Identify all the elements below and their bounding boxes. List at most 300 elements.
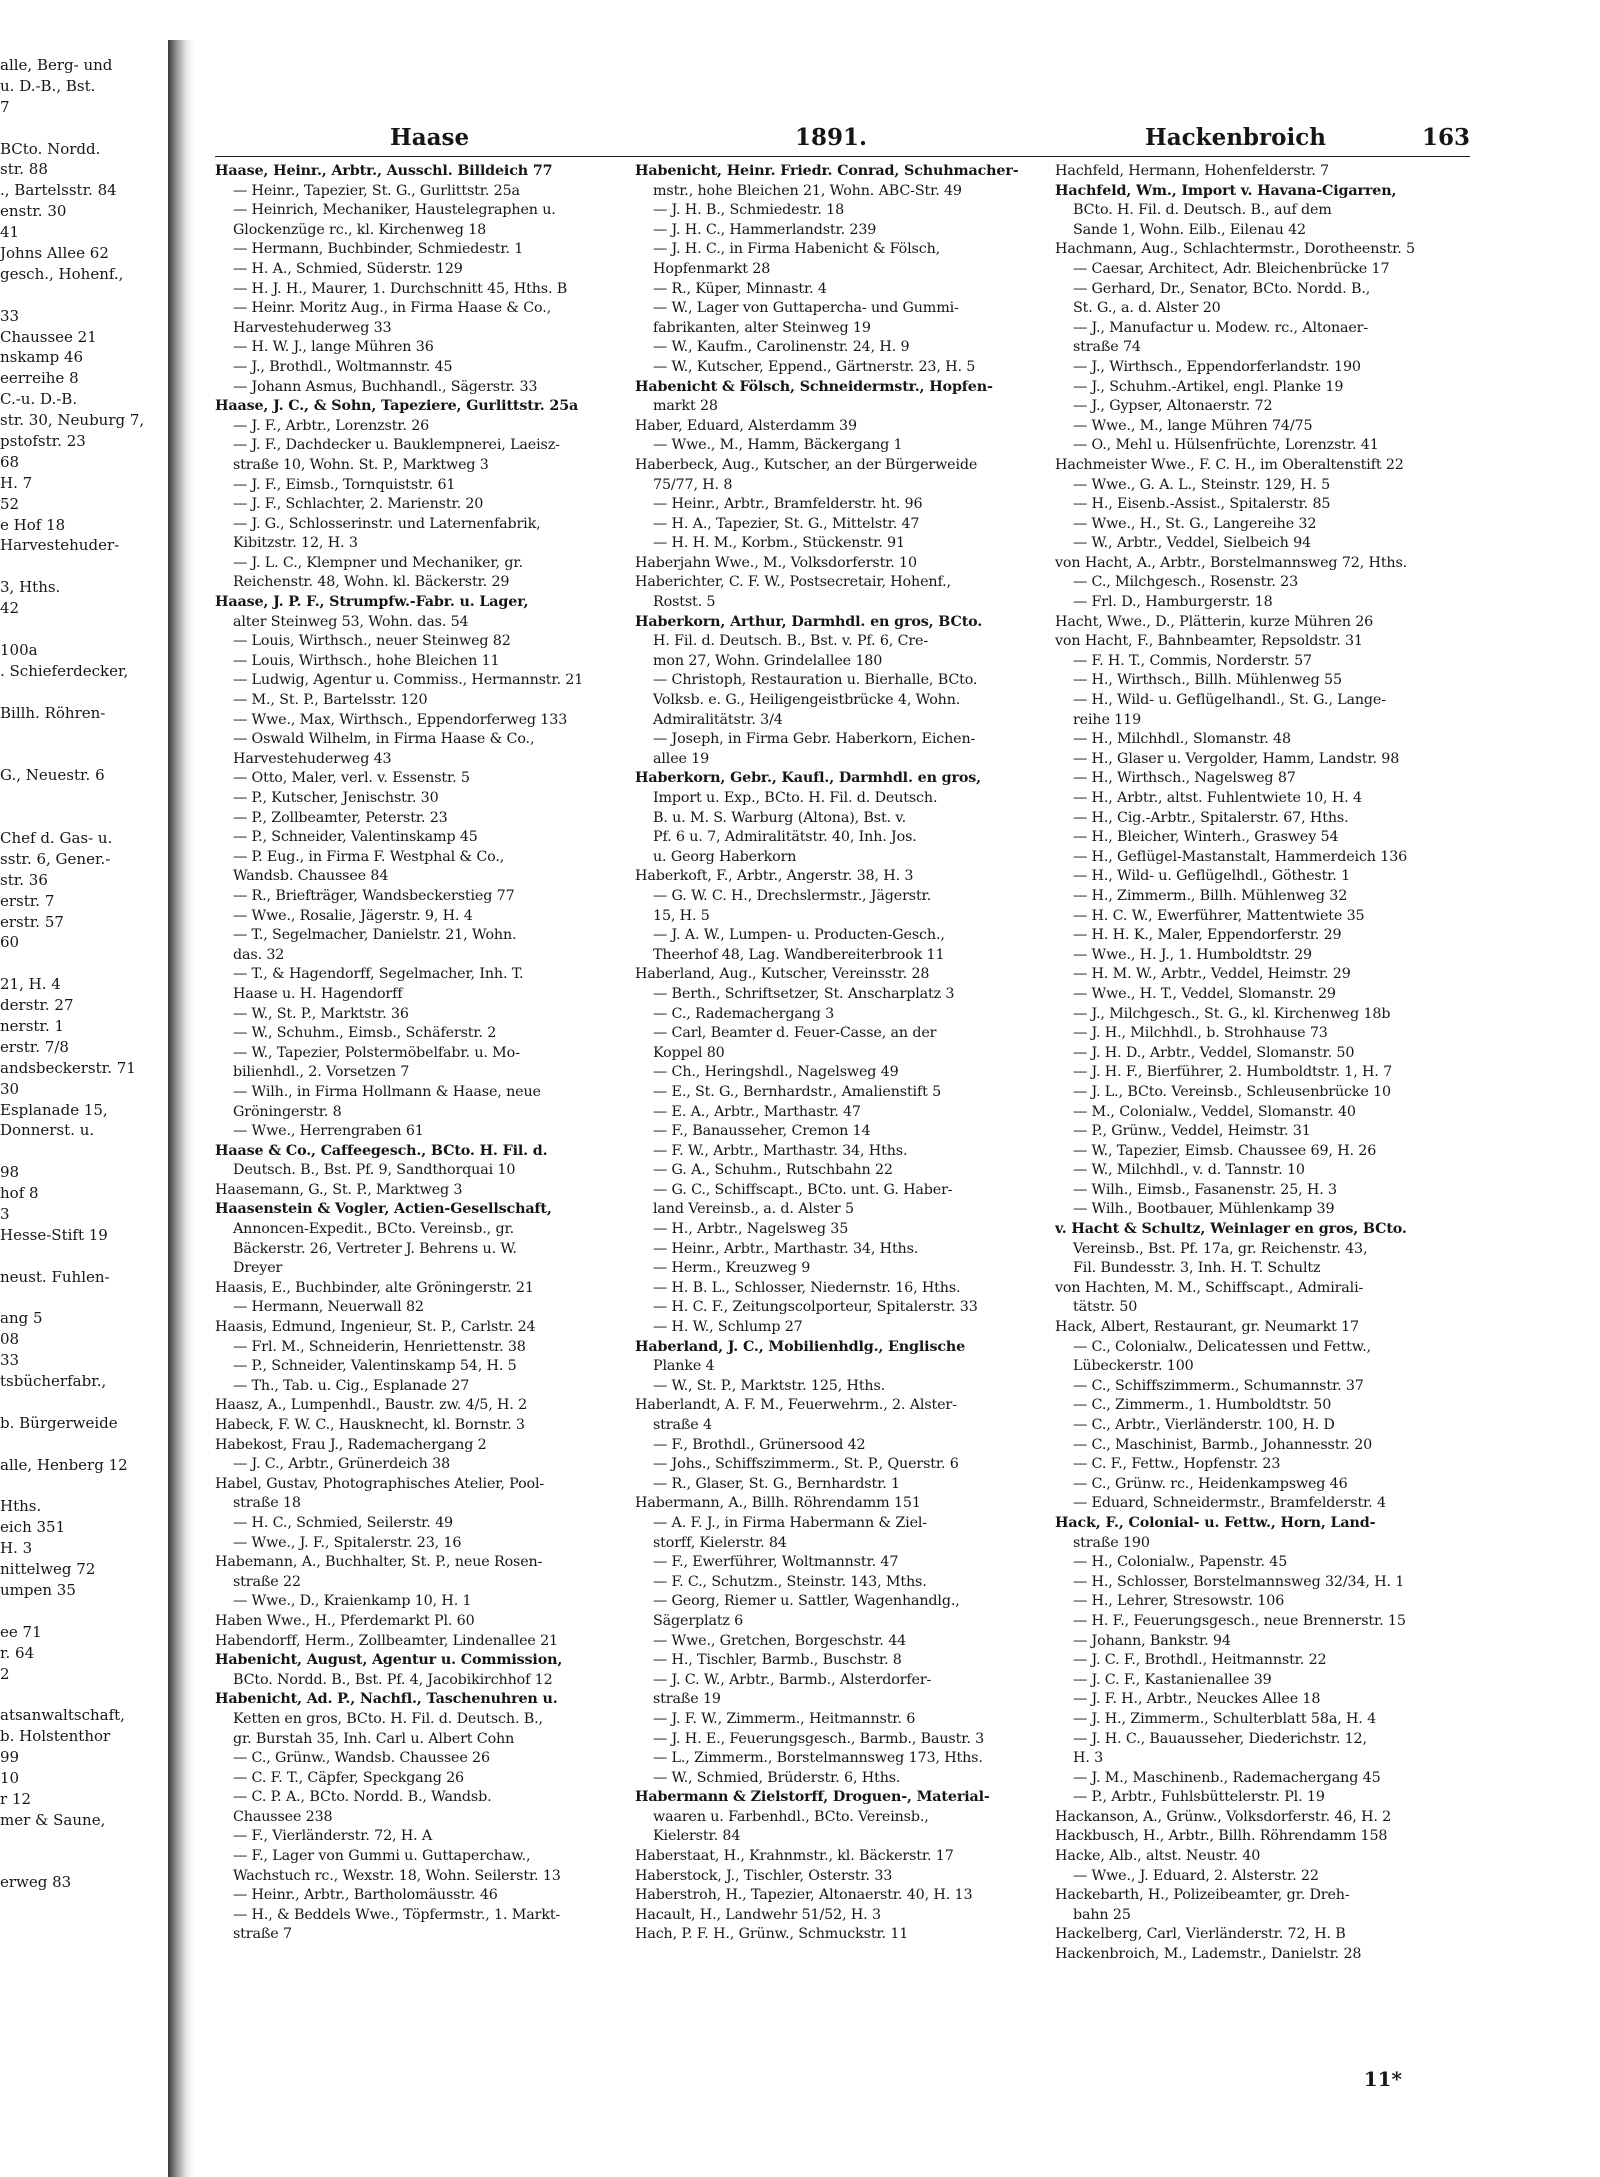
directory-entry: — Heinr., Arbtr., Bartholomäusstr. 46 [233, 1887, 498, 1904]
directory-entry: — Ludwig, Agentur u. Commiss., Hermannstr. 21 [233, 672, 584, 689]
directory-entry: Habeck, F. W. C., Hausknecht, kl. Bornstr. 3 [215, 1417, 525, 1433]
directory-entry: — H. A., Tapezier, St. G., Mittelstr. 47 [653, 515, 920, 532]
left-page-line [0, 389, 168, 410]
left-page-line [0, 201, 168, 222]
directory-entry: — Wwe., D., Kraienkamp 10, H. 1 [233, 1593, 472, 1610]
directory-entry: von Hachten, M. M., Schiffscapt., Admirali- [1055, 1279, 1364, 1296]
left-page-line [0, 703, 168, 724]
left-page-line-text: neust. Fuhlen- [0, 1267, 110, 1286]
directory-entry: — W., Arbtr., Veddel, Sielbeich 94 [1073, 535, 1311, 552]
directory-entry: — Carl, Beamter d. Feuer-Casse, an der [653, 1025, 937, 1042]
left-page-line [0, 682, 168, 703]
directory-entry: — Joseph, in Firma Gebr. Haberkorn, Eichen- [653, 731, 976, 748]
directory-entry: — Louis, Wirthsch., hohe Bleichen 11 [233, 652, 500, 669]
left-page-line-text: 98 [0, 1163, 20, 1182]
left-page-line-text: nittelweg 72 [0, 1560, 96, 1579]
left-page-line [0, 953, 168, 974]
directory-entry: — G. A., Schuhm., Rutschbahn 22 [653, 1162, 893, 1179]
directory-entry: Hacault, H., Landwehr 51/52, H. 3 [635, 1906, 881, 1923]
directory-entry: — H., Glaser u. Vergolder, Hamm, Landstr. 98 [1073, 750, 1400, 767]
directory-entry: — Wwe., Gretchen, Borgeschstr. 44 [653, 1632, 907, 1649]
left-page-line-text: str. 88 [0, 160, 48, 179]
left-page-line-text: 33 [0, 306, 20, 325]
directory-entry: — C. F. T., Cäpfer, Speckgang 26 [233, 1769, 464, 1786]
left-page-line-text: H. 7 [0, 473, 33, 492]
directory-entry: — F., Lager von Gummi u. Guttaperchaw., [233, 1848, 531, 1865]
directory-entry: — H., Geflügel-Mastanstalt, Hammerdeich 136 [1073, 848, 1408, 865]
directory-entry: — H., Lehrer, Stresowstr. 106 [1073, 1593, 1285, 1610]
directory-entry: — H., Wild- u. Geflügelhandl., St. G., Lange- [1073, 692, 1386, 709]
directory-entry: — W., Tapezier, Eimsb. Chaussee 69, H. 26 [1073, 1142, 1377, 1159]
left-page-line-text: b. Bürgerweide [0, 1413, 118, 1432]
left-page-line [0, 1622, 168, 1643]
directory-entry: — J. F. H., Arbtr., Neuckes Allee 18 [1073, 1691, 1321, 1708]
left-page-line [0, 1538, 168, 1559]
directory-entry: — Eduard, Schneidermstr., Bramfelderstr. 4 [1073, 1495, 1386, 1512]
directory-entry: Haasenstein & Vogler, Actien-Gesellschaft, [215, 1201, 552, 1218]
left-page-line-text: str. 36 [0, 870, 48, 889]
directory-entry: — G. C., Schiffscapt., BCto. unt. G. Haber- [653, 1181, 953, 1198]
left-page-line-text: 30 [0, 1079, 20, 1098]
directory-entry: — Heinr. Moritz Aug., in Firma Haase & Co., [233, 300, 552, 317]
directory-entry: mon 27, Wohn. Grindelallee 180 [653, 652, 883, 669]
directory-entry: Habendorff, Herm., Zollbeamter, Lindenallee 21 [215, 1632, 558, 1649]
directory-entry: Hachfeld, Wm., Import v. Havana-Cigarren, [1055, 182, 1397, 199]
left-page-line [0, 1601, 168, 1622]
directory-entry: Habenicht, Heinr. Friedr. Conrad, Schuhmacher- [635, 163, 1019, 179]
directory-entry: Kielerstr. 84 [653, 1828, 741, 1845]
directory-entry: — H. H. K., Maler, Eppendorferstr. 29 [1073, 927, 1342, 944]
directory-entry: Annoncen-Expedit., BCto. Vereinsb., gr. [233, 1221, 514, 1238]
directory-entry: — J. H. E., Feuerungsgesch., Barmb., Baustr. 3 [653, 1730, 985, 1747]
left-page-line-text: Chef d. Gas- u. [0, 828, 113, 847]
directory-entry: — J., Gypser, Altonaerstr. 72 [1073, 398, 1273, 415]
directory-entry: Haase, J. P. F., Strumpfw.-Fabr. u. Lager, [215, 594, 529, 611]
directory-entry: — W., Kutscher, Eppend., Gärtnerstr. 23, H. 5 [653, 358, 976, 375]
left-page-line-text: 68 [0, 452, 20, 471]
directory-entry: — Gerhard, Dr., Senator, BCto. Nordd. B., [1073, 280, 1371, 297]
directory-entry: — H., Arbtr., Nagelsweg 35 [653, 1221, 849, 1238]
directory-entry: Hachfeld, Hermann, Hohenfelderstr. 7 [1055, 163, 1329, 179]
directory-entry: Bäckerstr. 26, Vertreter J. Behrens u. W. [233, 1240, 517, 1257]
directory-entry: bilienhdl., 2. Vorsetzen 7 [233, 1064, 410, 1081]
left-page-line [0, 974, 168, 995]
left-page-line-text: hof 8 [0, 1184, 39, 1203]
left-page-line-text: H. 3 [0, 1539, 33, 1558]
directory-entry: — P., Schneider, Valentinskamp 45 [233, 829, 478, 846]
directory-entry: — P., Arbtr., Fuhlsbüttelerstr. Pl. 19 [1073, 1789, 1325, 1806]
directory-entry: Hack, F., Colonial- u. Fettw., Horn, Land- [1055, 1514, 1376, 1531]
left-page-line-text: andsbeckerstr. 71 [0, 1058, 136, 1077]
directory-entry: — Wwe., M., lange Mühren 74/75 [1073, 417, 1313, 434]
directory-entry: Vereinsb., Bst. Pf. 17a, gr. Reichenstr. 43, [1073, 1240, 1368, 1257]
directory-entry: — M., St. P., Bartelsstr. 120 [233, 692, 428, 709]
directory-entry: — J. F., Eimsb., Tornquiststr. 61 [233, 476, 456, 493]
header-year: 1891. [795, 124, 868, 151]
directory-entry: — J., Schuhm.-Artikel, engl. Planke 19 [1073, 378, 1344, 395]
left-page-line [0, 1789, 168, 1810]
directory-entry: — C., Rademachergang 3 [653, 1005, 835, 1022]
directory-entry: Pf. 6 u. 7, Admiralitätstr. 40, Inh. Jos. [653, 829, 917, 846]
left-page-line-text: erstr. 7 [0, 891, 55, 910]
directory-entry: — C. F., Fettw., Hopfenstr. 23 [1073, 1456, 1281, 1473]
directory-entry: — H., Colonialw., Papenstr. 45 [1073, 1554, 1288, 1571]
directory-entry: — F. C., Schutzm., Steinstr. 143, Mths. [653, 1573, 927, 1590]
directory-entry: — Oswald Wilhelm, in Firma Haase & Co., [233, 731, 535, 748]
left-page-line [0, 306, 168, 327]
directory-entry: straße 19 [653, 1691, 721, 1708]
directory-entry: — W., Kaufm., Carolinenstr. 24, H. 9 [653, 339, 910, 356]
directory-entry: — H. W. J., lange Mühren 36 [233, 339, 434, 356]
directory-entry: Planke 4 [653, 1358, 715, 1375]
directory-entry: — W., St. P., Marktstr. 125, Hths. [653, 1377, 886, 1394]
left-page-line [0, 870, 168, 891]
directory-entry: Haasemann, G., St. P., Marktweg 3 [215, 1181, 463, 1198]
directory-entry: Chaussee 238 [233, 1808, 333, 1825]
left-page-line [0, 1517, 168, 1538]
left-page-line [0, 598, 168, 619]
directory-entry: — Wwe., H. T., Veddel, Slomanstr. 29 [1073, 985, 1336, 1002]
directory-entry: — Frl. D., Hamburgerstr. 18 [1073, 594, 1273, 611]
directory-entry: straße 190 [1073, 1534, 1150, 1551]
directory-entry: — C., Arbtr., Vierländerstr. 100, H. D [1073, 1417, 1335, 1433]
left-page-line [0, 724, 168, 745]
left-page-line-text: ee 71 [0, 1622, 42, 1641]
left-page-line-text: pstofstr. 23 [0, 432, 86, 451]
directory-entry: — J. C., Arbtr., Grünerdeich 38 [233, 1456, 451, 1473]
left-page-line [0, 222, 168, 243]
directory-entry: — H. A., Schmied, Süderstr. 129 [233, 260, 463, 277]
directory-entry: — C., Colonialw., Delicatessen und Fettw., [1073, 1338, 1371, 1355]
left-page-line [0, 1831, 168, 1852]
left-page-line [0, 1747, 168, 1768]
directory-entry: tätstr. 50 [1073, 1299, 1138, 1316]
directory-entry: Hackelberg, Carl, Vierländerstr. 72, H. B [1055, 1926, 1346, 1943]
left-page-line-text: ang 5 [0, 1309, 43, 1328]
directory-entry: von Hacht, A., Arbtr., Borstelmannsweg 72, Hths. [1055, 554, 1408, 571]
directory-entry: — J. M., Maschinenb., Rademachergang 45 [1073, 1769, 1381, 1786]
directory-entry: — H. H. M., Korbm., Stückenstr. 91 [653, 535, 905, 552]
directory-entry: — T., & Hagendorff, Segelmacher, Inh. T. [233, 966, 524, 983]
directory-entry: Theerhof 48, Lag. Wandbereiterbrook 11 [653, 946, 945, 963]
left-page-line-text: BCto. Nordd. [0, 139, 101, 158]
left-page-line [0, 1350, 168, 1371]
directory-entry: Wandsb. Chaussee 84 [233, 868, 389, 885]
directory-entry: — Hermann, Neuerwall 82 [233, 1299, 424, 1316]
left-page-line-text: mer & Saune, [0, 1810, 106, 1829]
left-page-line [0, 1246, 168, 1267]
directory-entry: — J. L. C., Klempner und Mechaniker, gr. [233, 554, 523, 571]
left-page-line [0, 1037, 168, 1058]
left-page-line [0, 1413, 168, 1434]
left-page-line [0, 1664, 168, 1685]
directory-entry: — J., Wirthsch., Eppendorferlandstr. 190 [1073, 358, 1361, 375]
directory-entry: — J. H. F., Bierführer, 2. Humboldtstr. 1, H. 7 [1073, 1064, 1393, 1081]
left-page-line [0, 1852, 168, 1873]
left-page-line-text: 2 [0, 1664, 10, 1683]
directory-entry: straße 10, Wohn. St. P., Marktweg 3 [233, 456, 489, 473]
left-page-line [0, 1705, 168, 1726]
directory-entry: — Wwe., Rosalie, Jägerstr. 9, H. 4 [233, 907, 473, 924]
directory-entry: — H., & Beddels Wwe., Töpfermstr., 1. Markt- [233, 1906, 561, 1923]
directory-entry: — Heinrich, Mechaniker, Haustelegraphen u. [233, 202, 556, 219]
left-page-line [0, 55, 168, 76]
directory-entry: — Heinr., Tapezier, St. G., Gurlittstr. 25a [233, 182, 520, 199]
directory-entry: — W., Schuhm., Eimsb., Schäferstr. 2 [233, 1025, 497, 1042]
left-page-line [0, 1559, 168, 1580]
header-last-name: Hackenbroich [1145, 124, 1326, 151]
directory-entry: — H. C., Schmied, Seilerstr. 49 [233, 1514, 453, 1531]
directory-entry: Haberlandt, A. F. M., Feuerwehrm., 2. Alster- [635, 1397, 957, 1414]
directory-entry: Haberland, J. C., Mobilienhdlg., Englische [635, 1338, 966, 1355]
directory-entry: — M., Colonialw., Veddel, Slomanstr. 40 [1073, 1103, 1356, 1120]
directory-entry: — J. H., Zimmerm., Schulterblatt 58a, H. 4 [1073, 1710, 1377, 1727]
directory-entry: Habermann, A., Billh. Röhrendamm 151 [635, 1495, 921, 1512]
directory-entry: — Heinr., Arbtr., Marthastr. 34, Hths. [653, 1240, 919, 1257]
directory-entry: alter Steinweg 53, Wohn. das. 54 [233, 613, 469, 630]
directory-entry: u. Georg Haberkorn [653, 848, 797, 865]
directory-entry: allee 19 [653, 750, 710, 767]
directory-entry: — E., St. G., Bernhardstr., Amalienstift 5 [653, 1083, 942, 1100]
left-page-line [0, 515, 168, 536]
directory-entry: Hackenbroich, M., Lademstr., Danielstr. 28 [1055, 1946, 1362, 1963]
directory-entry: — J. L., BCto. Vereinsb., Schleusenbrücke 10 [1073, 1083, 1391, 1100]
left-page-line-text: enstr. 30 [0, 202, 67, 221]
directory-entry: Hackebarth, H., Polizeibeamter, gr. Dreh- [1055, 1887, 1350, 1904]
directory-entry: — Wwe., J. Eduard, 2. Alsterstr. 22 [1073, 1867, 1319, 1884]
left-page-line [0, 807, 168, 828]
left-page-line-text: r. 64 [0, 1643, 35, 1662]
left-page-line [0, 1496, 168, 1517]
directory-entry: Haasis, Edmund, Ingenieur, St. P., Carlstr. 24 [215, 1319, 536, 1336]
left-page-line [0, 577, 168, 598]
directory-entry: — W., Milchhdl., v. d. Tannstr. 10 [1073, 1162, 1305, 1179]
left-page-line-text: Billh. Röhren- [0, 703, 106, 722]
directory-page [215, 120, 1470, 2110]
left-page-line [0, 368, 168, 389]
directory-entry: von Hacht, F., Bahnbeamter, Repsoldstr. 31 [1055, 633, 1363, 650]
directory-entry: storff, Kielerstr. 84 [653, 1534, 787, 1551]
book-gutter [168, 40, 194, 2177]
directory-entry: Import u. Exp., BCto. H. Fil. d. Deutsch. [653, 790, 938, 806]
left-page-line [0, 410, 168, 431]
directory-entry: — F. W., Arbtr., Marthastr. 34, Hths. [653, 1142, 908, 1159]
directory-entry: Haberland, Aug., Kutscher, Vereinsstr. 28 [635, 966, 930, 983]
left-page-line [0, 118, 168, 139]
directory-entry: — Johann, Bankstr. 94 [1073, 1632, 1231, 1649]
directory-entry: — H., Wirthsch., Billh. Mühlenweg 55 [1073, 672, 1342, 689]
directory-entry: Haasis, E., Buchbinder, alte Gröningerstr. 21 [215, 1279, 534, 1296]
directory-entry: straße 74 [1073, 339, 1141, 356]
left-page-line-text: Chaussee 21 [0, 327, 97, 346]
directory-entry: Haberkorn, Gebr., Kaufl., Darmhdl. en gros, [635, 770, 981, 787]
directory-entry: — C., Grünw., Wandsb. Chaussee 26 [233, 1750, 490, 1767]
directory-entry: Volksb. e. G., Heiligengeistbrücke 4, Wohn. [653, 692, 961, 709]
directory-entry: B. u. M. S. Warburg (Altona), Bst. v. [653, 809, 906, 826]
directory-entry: Haberkorn, Arthur, Darmhdl. en gros, BCto. [635, 613, 983, 630]
left-page-line [0, 744, 168, 765]
left-page-line-text: erweg 83 [0, 1873, 72, 1892]
directory-entry: 75/77, H. 8 [653, 476, 733, 493]
directory-entry: Habemann, A., Buchhalter, St. P., neue Rosen- [215, 1554, 543, 1571]
directory-entry: Hach, P. F. H., Grünw., Schmuckstr. 11 [635, 1926, 909, 1943]
left-page-line [0, 640, 168, 661]
left-page-line [0, 473, 168, 494]
directory-entry: Haberstaat, H., Krahnmstr., kl. Bäckerstr. 17 [635, 1848, 954, 1865]
directory-entry: Haberichter, C. F. W., Postsecretair, Hohenf., [635, 574, 951, 591]
directory-entry: Sägerplatz 6 [653, 1612, 744, 1629]
directory-entry: — Wilh., Bootbauer, Mühlenkamp 39 [1073, 1201, 1335, 1218]
directory-entry: Koppel 80 [653, 1044, 725, 1061]
directory-entry: v. Hacht & Schultz, Weinlager en gros, BCto. [1055, 1221, 1407, 1238]
directory-entry: — Johann Asmus, Buchhandl., Sägerstr. 33 [233, 378, 538, 395]
left-page-line [0, 1684, 168, 1705]
running-header [215, 120, 1470, 157]
left-page-line [0, 1058, 168, 1079]
directory-entry: — P. Eug., in Firma F. Westphal & Co., [233, 848, 505, 865]
directory-entry: — H. W., Schlump 27 [653, 1319, 803, 1336]
directory-entry: — H., Eisenb.-Assist., Spitalerstr. 85 [1073, 496, 1331, 513]
left-page-line [0, 828, 168, 849]
directory-entry: reihe 119 [1073, 711, 1142, 728]
directory-entry: — Wwe., Max, Wirthsch., Eppendorferweg 133 [233, 711, 568, 728]
left-page-line-text: 42 [0, 599, 20, 618]
directory-entry: — H. C. F., Zeitungscolporteur, Spitalerstr. 33 [653, 1299, 978, 1316]
left-page-line-text: 33 [0, 1351, 20, 1370]
left-page-line [0, 891, 168, 912]
directory-entry: — J. F. W., Zimmerm., Heitmannstr. 6 [653, 1710, 916, 1727]
left-page-line [0, 556, 168, 577]
directory-entry: — F., Ewerführer, Woltmannstr. 47 [653, 1554, 899, 1571]
directory-entry: — H., Cig.-Arbtr., Spitalerstr. 67, Hths. [1073, 809, 1349, 826]
directory-entry: — Heinr., Arbtr., Bramfelderstr. ht. 96 [653, 496, 923, 513]
left-page-line [0, 1329, 168, 1350]
directory-entry: — J., Brothdl., Woltmannstr. 45 [233, 358, 453, 375]
directory-entry: — Wilh., Eimsb., Fasanenstr. 25, H. 3 [1073, 1181, 1337, 1198]
left-page-line-text: atsanwaltschaft, [0, 1706, 125, 1725]
directory-entry: — Th., Tab. u. Cig., Esplanade 27 [233, 1377, 470, 1394]
left-page-line [0, 1643, 168, 1664]
directory-entry: land Vereinsb., a. d. Alster 5 [653, 1201, 854, 1218]
left-page-line [0, 1288, 168, 1309]
left-page-line-text: 99 [0, 1748, 20, 1767]
left-page-line [0, 431, 168, 452]
left-page-line-text: 08 [0, 1330, 20, 1349]
directory-entry: straße 7 [233, 1926, 292, 1943]
left-page-line-text: G., Neuestr. 6 [0, 766, 105, 785]
directory-entry: — Berth., Schriftsetzer, St. Anscharplatz 3 [653, 985, 955, 1002]
directory-entry: Hacke, Alb., altst. Neustr. 40 [1055, 1848, 1261, 1865]
left-page-line [0, 1308, 168, 1329]
directory-entry: — C., Maschinist, Barmb., Johannesstr. 20 [1073, 1436, 1373, 1453]
directory-entry: BCto. Nordd. B., Bst. Pf. 4, Jacobikirchhof 12 [233, 1671, 553, 1688]
directory-entry: Haase & Co., Caffeegesch., BCto. H. Fil. d. [215, 1142, 548, 1159]
left-page-line-text: nerstr. 1 [0, 1016, 65, 1035]
directory-entry: — H., Milchhdl., Slomanstr. 48 [1073, 731, 1291, 748]
directory-entry: — J. H. C., Hammerlandstr. 239 [653, 221, 877, 238]
left-page-line [0, 1183, 168, 1204]
directory-entry: Glockenzüge rc., kl. Kirchenweg 18 [233, 221, 487, 238]
directory-entry: — Johs., Schiffszimmerm., St. P., Querstr. 6 [653, 1456, 959, 1473]
directory-entry: Hack, Albert, Restaurant, gr. Neumarkt 17 [1055, 1319, 1359, 1336]
directory-entry: — J. C. F., Brothdl., Heitmannstr. 22 [1073, 1652, 1327, 1669]
directory-entry: Haase, Heinr., Arbtr., Ausschl. Billdeich 77 [215, 163, 553, 179]
left-page-line [0, 1016, 168, 1037]
left-page-line-text: alle, Henberg 12 [0, 1455, 128, 1474]
left-page-line [0, 1120, 168, 1141]
directory-entry: — J. F., Arbtr., Lorenzstr. 26 [233, 417, 430, 434]
column-2 [635, 162, 1048, 1945]
directory-entry: Haberstroh, H., Tapezier, Altonaerstr. 40, H. 13 [635, 1887, 973, 1904]
directory-entry: — Wwe., Herrengraben 61 [233, 1123, 424, 1140]
directory-entry: — H., Zimmerm., Billh. Mühlenweg 32 [1073, 887, 1348, 904]
directory-entry: — L., Zimmerm., Borstelmannsweg 173, Hths. [653, 1750, 983, 1767]
directory-entry: — Caesar, Architect, Adr. Bleichenbrücke 17 [1073, 260, 1390, 277]
directory-entry: — R., Küper, Minnastr. 4 [653, 280, 827, 297]
directory-entry: — H. B. L., Schlosser, Niedernstr. 16, Hths. [653, 1279, 961, 1296]
left-page-line-text: 41 [0, 223, 20, 242]
left-page-line [0, 452, 168, 473]
directory-entry: — H. C. W., Ewerführer, Mattentwiete 35 [1073, 907, 1365, 924]
directory-entry: Hackanson, A., Grünw., Volksdorferstr. 46, H. 2 [1055, 1808, 1392, 1825]
directory-entry: — R., Briefträger, Wandsbeckerstieg 77 [233, 887, 515, 904]
directory-entry: — J. C. W., Arbtr., Barmb., Alsterdorfer- [653, 1671, 932, 1688]
left-page-line-text: e Hof 18 [0, 515, 66, 534]
directory-entry: — W., St. P., Marktstr. 36 [233, 1005, 409, 1022]
directory-entry: Sande 1, Wohn. Eilb., Eilenau 42 [1073, 221, 1306, 238]
directory-entry: — J., Milchgesch., St. G., kl. Kirchenweg 18b [1073, 1005, 1391, 1022]
left-page-line-text: 3 [0, 1204, 10, 1223]
left-page-line [0, 1267, 168, 1288]
directory-entry: — J. H. B., Schmiedestr. 18 [653, 202, 845, 219]
directory-entry: — H. F., Feuerungsgesch., neue Brennerstr. 15 [1073, 1612, 1406, 1629]
directory-entry: das. 32 [233, 946, 285, 963]
directory-entry: Haase, J. C., & Sohn, Tapeziere, Gurlittstr. 25a [215, 398, 579, 415]
left-page-line-text: 7 [0, 97, 10, 116]
left-page-line-text: 60 [0, 933, 20, 952]
directory-entry: Haberstock, J., Tischler, Osterstr. 33 [635, 1867, 893, 1884]
left-page-line-text: Harvestehuder- [0, 536, 120, 555]
directory-entry: — H. J. H., Maurer, 1. Durchschnitt 45, Hths. B [233, 280, 568, 297]
left-page-line-text: ., Bartelsstr. 84 [0, 181, 117, 200]
left-page-line [0, 1768, 168, 1789]
directory-entry: Hachmeister Wwe., F. C. H., im Oberaltenstift 22 [1055, 456, 1404, 473]
directory-entry: Haben Wwe., H., Pferdemarkt Pl. 60 [215, 1612, 475, 1629]
directory-entry: Habenicht & Fölsch, Schneidermstr., Hopfen- [635, 378, 993, 395]
directory-entry: — C., Milchgesch., Rosenstr. 23 [1073, 574, 1299, 591]
directory-entry: — Christoph, Restauration u. Bierhalle, BCto. [653, 672, 978, 689]
directory-entry: — Otto, Maler, verl. v. Essenstr. 5 [233, 770, 470, 787]
directory-entry: — J. A. W., Lumpen- u. Producten-Gesch., [653, 927, 945, 944]
left-page-line [0, 76, 168, 97]
left-page-line-text: derstr. 27 [0, 996, 74, 1015]
left-page-line-text: . Schieferdecker, [0, 661, 129, 680]
left-page-line [0, 494, 168, 515]
directory-entry: — F., Brothdl., Grünersood 42 [653, 1436, 866, 1453]
left-page-line [0, 932, 168, 953]
page-number: 163 [1421, 124, 1470, 151]
left-page-line-text: 10 [0, 1769, 20, 1788]
left-page-line-text: C.-u. D.-B. [0, 390, 78, 409]
directory-entry: — R., Glaser, St. G., Bernhardstr. 1 [653, 1475, 900, 1492]
left-page-line [0, 1726, 168, 1747]
directory-entry: Haber, Eduard, Alsterdamm 39 [635, 417, 857, 434]
left-page-line-text: Hesse-Stift 19 [0, 1225, 108, 1244]
directory-entry: — J., Manufactur u. Modew. rc., Altonaer- [1073, 319, 1369, 336]
directory-entry: Kibitzstr. 12, H. 3 [233, 535, 358, 552]
directory-entry: — P., Grünw., Veddel, Heimstr. 31 [1073, 1123, 1311, 1140]
directory-entry: bahn 25 [1073, 1906, 1131, 1923]
